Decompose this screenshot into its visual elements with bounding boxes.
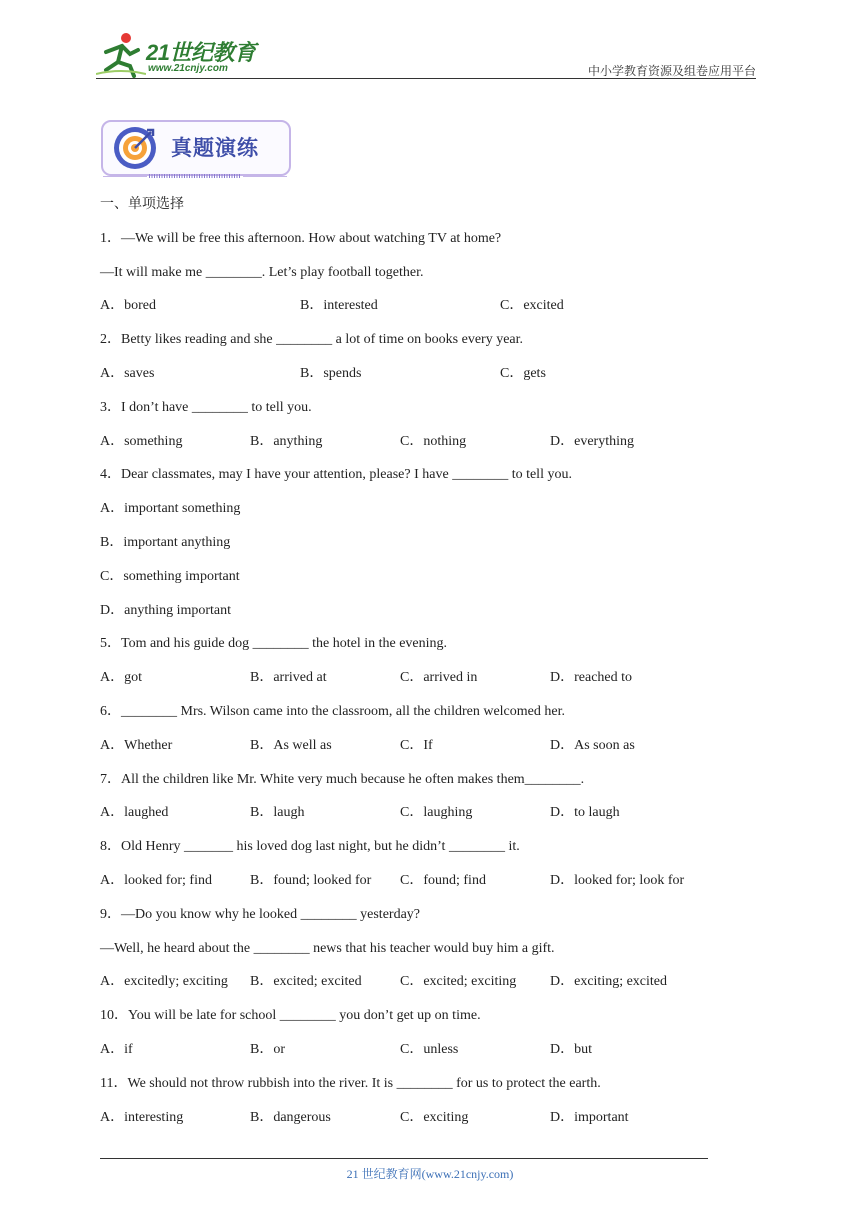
answer-option[interactable]: B．arrived at (250, 670, 327, 686)
answer-option[interactable]: C．exciting (400, 1109, 469, 1125)
section-title: 一、单项选择 (100, 197, 184, 212)
section-banner (101, 120, 289, 178)
footer-text: 21 世纪教育网(www.21cnjy.com) (346, 1167, 514, 1181)
header-divider (96, 78, 756, 79)
answer-option[interactable]: A．interesting (100, 1109, 184, 1125)
answer-option[interactable]: C．excited (500, 298, 564, 314)
options-row (100, 735, 740, 769)
answer-option[interactable]: A．if (100, 1041, 133, 1057)
answer-option[interactable]: B．anything (250, 433, 323, 449)
answer-option[interactable]: C．laughing (400, 805, 473, 821)
answer-option[interactable]: A．bored (100, 298, 156, 314)
banner-title: 真题演练 (171, 136, 259, 160)
question-stem: 8．Old Henry _______ his loved dog last night, but he didn’t ________ it. (100, 839, 520, 855)
page-header (96, 30, 756, 80)
options-row (100, 363, 740, 397)
answer-option[interactable]: D．to laugh (550, 805, 620, 821)
question-stem: 4．Dear classmates, may I have your attention, please? I have ________ to tell you. (100, 467, 572, 483)
answer-option[interactable]: B．interested (300, 298, 378, 314)
answer-option[interactable]: C．something important (100, 568, 240, 584)
answer-option[interactable]: D．reached to (550, 670, 633, 686)
options-row (100, 295, 740, 329)
question-stem: —It will make me ________. Let’s play football together. (100, 264, 424, 280)
answer-option[interactable]: C．arrived in (400, 670, 478, 686)
answer-option[interactable]: D．looked for; look for (550, 872, 685, 888)
answer-option[interactable]: B．laugh (250, 805, 305, 821)
banner-stripes (149, 174, 241, 178)
answer-option[interactable]: C．excited; exciting (400, 974, 517, 990)
banner-underline-right (243, 176, 287, 177)
question-stem: 9．—Do you know why he looked ________ yesterday? (100, 906, 421, 922)
answer-option[interactable]: D．but (550, 1041, 592, 1057)
answer-option[interactable]: B．found; looked for (250, 872, 372, 888)
question-stem: 6．________ Mrs. Wilson came into the classroom, all the children welcomed her. (100, 703, 565, 719)
answer-option[interactable]: C．found; find (400, 872, 486, 888)
answer-option[interactable]: D．important (550, 1109, 629, 1125)
question-stem: —Well, he heard about the ________ news that his teacher would buy him a gift. (100, 940, 555, 956)
options-row (100, 802, 740, 836)
answer-option[interactable]: A．laughed (100, 805, 169, 821)
questions-container (100, 228, 740, 1141)
target-icon (111, 124, 159, 172)
question-stem: 10．You will be late for school ________ you don’t get up on time. (100, 1008, 481, 1024)
answer-option[interactable]: B．or (250, 1041, 285, 1057)
question-stem: 7．All the children like Mr. White very much because he often makes them________. (100, 771, 585, 787)
answer-option[interactable]: B．excited; excited (250, 974, 362, 990)
question-stem: 5．Tom and his guide dog ________ the hotel in the evening. (100, 636, 448, 652)
answer-option[interactable]: A．Whether (100, 737, 173, 753)
answer-option[interactable]: A．got (100, 670, 142, 686)
question-list (100, 194, 740, 1140)
options-row (100, 431, 740, 465)
answer-option[interactable]: A．excitedly; exciting (100, 974, 228, 990)
answer-option[interactable]: B．important anything (100, 534, 231, 550)
banner-underline-left (103, 176, 147, 177)
options-row (100, 1039, 740, 1073)
answer-option[interactable]: C．gets (500, 365, 546, 381)
site-logo (96, 30, 266, 78)
platform-name: 中小学教育资源及组卷应用平台 (587, 64, 756, 78)
answer-option[interactable]: B．As well as (250, 737, 332, 753)
answer-option[interactable]: B．spends (300, 365, 362, 381)
answer-option[interactable]: A．saves (100, 365, 155, 381)
answer-option[interactable]: C．unless (400, 1041, 459, 1057)
options-row (100, 667, 740, 701)
question-stem: 2．Betty likes reading and she ________ a lot of time on books every year. (100, 332, 524, 348)
answer-option[interactable]: B．dangerous (250, 1109, 331, 1125)
question-stem: 3．I don’t have ________ to tell you. (100, 399, 312, 415)
answer-option[interactable]: D．exciting; excited (550, 974, 668, 990)
answer-option[interactable]: D．everything (550, 433, 634, 449)
answer-option[interactable]: A．looked for; find (100, 872, 212, 888)
answer-option[interactable]: D．As soon as (550, 737, 635, 753)
question-stem: 11．We should not throw rubbish into the river. It is ________ for us to protect the earth. (100, 1075, 601, 1091)
logo-brand-text: 21世纪教育 (146, 40, 256, 65)
options-row (100, 971, 740, 1005)
runner-logo-icon (96, 30, 146, 78)
footer-divider (100, 1158, 708, 1159)
answer-option[interactable]: A．important something (100, 501, 241, 517)
options-row (100, 1107, 740, 1141)
question-stem: 1．—We will be free this afternoon. How about watching TV at home? (100, 230, 502, 246)
answer-option[interactable]: C．If (400, 737, 433, 753)
logo-url-text: www.21cnjy.com (148, 63, 228, 74)
answer-option[interactable]: D．anything important (100, 602, 232, 618)
options-row (100, 870, 740, 904)
answer-option[interactable]: A．something (100, 433, 183, 449)
answer-option[interactable]: C．nothing (400, 433, 467, 449)
